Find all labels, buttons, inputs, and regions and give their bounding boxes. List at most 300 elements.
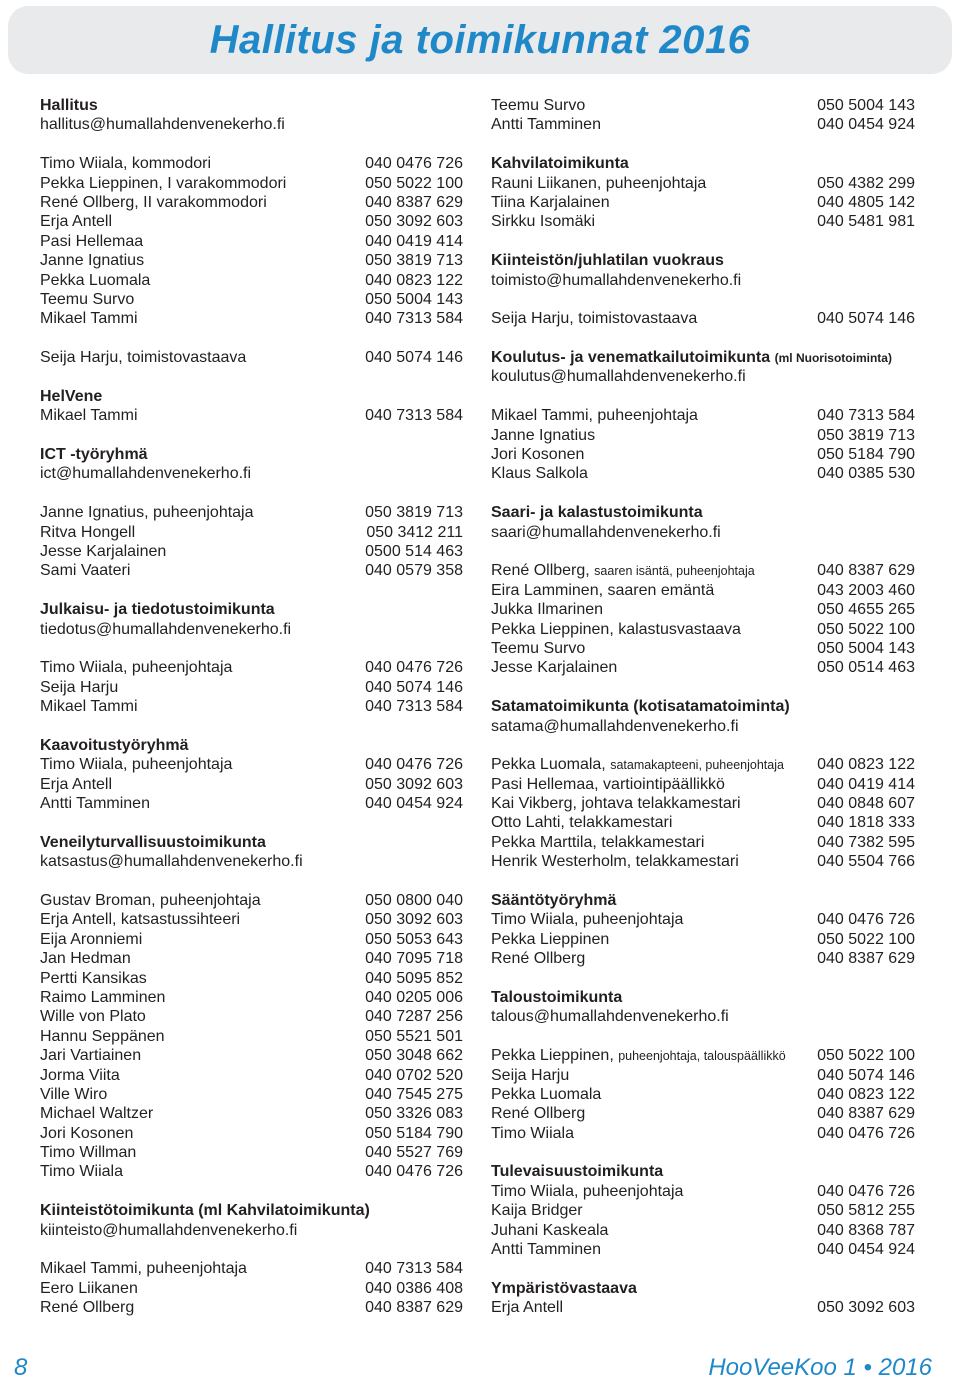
member-row (40, 290, 463, 309)
member-row (40, 910, 463, 929)
member-name-text: Seija Harju, toimistovastaava (491, 310, 698, 328)
spacer (40, 639, 463, 658)
member-row (40, 794, 463, 813)
member-name (40, 212, 112, 231)
member-phone: 050 5022 100 (365, 174, 463, 192)
member-name-text: Antti Tamminen (491, 1241, 601, 1259)
member-phone: 040 0476 726 (817, 911, 915, 929)
member-phone: 043 2003 460 (817, 581, 915, 599)
section-spacer (40, 329, 463, 348)
member-phone: 050 5004 143 (817, 639, 915, 657)
committee-heading (491, 251, 915, 270)
member-name (491, 930, 609, 949)
committee-section (40, 96, 463, 329)
member-phone: 050 3048 662 (365, 1047, 463, 1065)
member-name-text: Kai Vikberg, johtava telakkamestari (491, 795, 741, 813)
member-name-text: Timo Wiiala, puheenjohtaja (491, 911, 684, 929)
member-row (491, 1104, 915, 1123)
committee-heading (491, 154, 915, 173)
section-spacer (40, 1182, 463, 1201)
member-row (40, 1027, 463, 1046)
member-row (40, 969, 463, 988)
member-name-text: René Ollberg, (491, 562, 595, 580)
committee-section (40, 387, 463, 426)
member-name (40, 561, 130, 580)
member-phone: 040 0476 726 (817, 1182, 915, 1200)
member-row (40, 930, 463, 949)
member-name (40, 523, 135, 542)
committee-email: talous@humallahdenvenekerho.fi (491, 1008, 729, 1026)
member-name-text: Erja Antell (40, 213, 113, 231)
member-name (40, 1298, 134, 1317)
member-phone: 040 8387 629 (817, 950, 915, 968)
member-row (40, 1143, 463, 1162)
member-phone: 040 0476 726 (365, 756, 463, 774)
member-name-text: Jesse Karjalainen (40, 542, 167, 560)
member-name-text: René Ollberg (491, 1105, 586, 1123)
member-row (491, 775, 915, 794)
member-phone: 050 3092 603 (817, 1299, 915, 1317)
spacer (491, 290, 915, 309)
member-name-text: Jori Kosonen (40, 1124, 134, 1142)
member-phone: 040 0579 358 (365, 562, 463, 580)
member-role: puheenjohtaja, talouspäällikkö (618, 1049, 786, 1064)
committee-heading-text: Ympäristövastaava (491, 1279, 637, 1297)
left-column (40, 96, 463, 1318)
member-name-text: Pekka Luomala, (491, 756, 611, 774)
member-name (40, 348, 246, 367)
member-name-text: Seija Harju (491, 1066, 570, 1084)
member-name-text: Wille von Plato (40, 1008, 146, 1026)
member-phone: 050 0514 463 (817, 659, 915, 677)
member-name (491, 600, 603, 619)
committee-section (491, 1162, 915, 1259)
member-name-text: Timo Wiiala, puheenjohtaja (40, 756, 233, 774)
member-row (40, 1298, 463, 1317)
member-name-text: Mikael Tammi (40, 310, 138, 328)
member-name-text: Jesse Karjalainen (491, 659, 618, 677)
member-phone: 050 5004 143 (365, 290, 463, 308)
member-phone: 050 4655 265 (817, 601, 915, 619)
member-name (40, 1124, 133, 1143)
member-name-text: Pekka Lieppinen, I varakommodori (40, 174, 287, 192)
member-name-text: Henrik Westerholm, telakkamestari (491, 853, 739, 871)
member-name (491, 96, 585, 115)
member-row (491, 755, 915, 774)
member-row (491, 174, 915, 193)
member-name-text: Pekka Luomala (491, 1085, 602, 1103)
member-name-text: Eija Aronniemi (40, 930, 143, 948)
member-phone: 050 3092 603 (365, 911, 463, 929)
committee-heading (491, 697, 915, 716)
section-spacer (40, 813, 463, 832)
member-name (40, 542, 166, 561)
member-phone: 040 7382 595 (817, 833, 915, 851)
page-title: Hallitus ja toimikunnat 2016 (209, 18, 751, 62)
member-name-text: Otto Lahti, telakkamestari (491, 814, 673, 832)
member-phone: 040 7545 275 (365, 1085, 463, 1103)
committee-section (491, 891, 915, 969)
member-row (40, 1104, 463, 1123)
member-name-text: Janne Ignatius, puheenjohtaja (40, 504, 254, 522)
committee-heading-text: Tulevaisuustoimikunta (491, 1163, 664, 1181)
member-phone: 050 0800 040 (365, 892, 463, 910)
member-name-text: Hannu Seppänen (40, 1027, 165, 1045)
member-name-text: Kaija Bridger (491, 1202, 583, 1220)
member-row (491, 1182, 915, 1201)
member-phone: 050 5521 501 (365, 1027, 463, 1045)
member-name (491, 658, 617, 677)
member-name (491, 755, 784, 774)
member-name (491, 949, 585, 968)
member-row (491, 581, 915, 600)
member-name (40, 910, 240, 929)
member-name (491, 445, 584, 464)
member-name-text: Jan Hedman (40, 950, 131, 968)
committee-section (491, 988, 915, 1143)
committee-heading-note: (ml Nuorisotoiminta) (774, 351, 892, 366)
committee-heading-text: Veneilyturvallisuustoimikunta (40, 833, 266, 851)
member-name (40, 251, 144, 270)
member-name-text: Mikael Tammi (40, 698, 138, 716)
member-phone: 040 0823 122 (365, 271, 463, 289)
member-name (491, 620, 741, 639)
member-name (40, 1046, 141, 1065)
section-spacer (40, 581, 463, 600)
member-name-text: Ville Wiro (40, 1085, 108, 1103)
member-name-text: Pekka Lieppinen (491, 930, 610, 948)
member-name-text: Eira Lamminen, saaren emäntä (491, 581, 715, 599)
section-spacer (491, 484, 915, 503)
member-name-text: Erja Antell (491, 1299, 564, 1317)
member-name-text: Mikael Tammi (40, 407, 138, 425)
member-name (491, 1124, 574, 1143)
member-phone: 040 8387 629 (365, 193, 463, 211)
committee-section (491, 154, 915, 232)
committee-section (491, 503, 915, 678)
member-row (40, 212, 463, 231)
committee-section (491, 251, 915, 329)
member-row (40, 406, 463, 425)
member-row (491, 1046, 915, 1065)
member-name-text: Seija Harju (40, 678, 119, 696)
member-name (40, 891, 261, 910)
member-name (40, 794, 150, 813)
committee-section (491, 348, 915, 484)
member-row (491, 1085, 915, 1104)
member-row (40, 174, 463, 193)
committee-heading (491, 891, 915, 910)
member-name (40, 969, 147, 988)
member-row (491, 1298, 915, 1317)
member-name (40, 1259, 247, 1278)
member-name (40, 755, 232, 774)
member-name-text: Teemu Survo (491, 97, 586, 114)
member-name (40, 1066, 120, 1085)
member-name (491, 1066, 569, 1085)
member-row (40, 523, 463, 542)
committee-heading (491, 988, 915, 1007)
member-name-text: René Ollberg (40, 1299, 135, 1317)
member-name-text: Janne Ignatius (40, 252, 145, 270)
member-row (40, 1124, 463, 1143)
member-row (491, 639, 915, 658)
member-name (491, 1104, 585, 1123)
section-spacer (491, 969, 915, 988)
committee-heading-text: Saari- ja kalastustoimikunta (491, 504, 703, 522)
spacer (40, 872, 463, 891)
member-name-text: Eero Liikanen (40, 1279, 138, 1297)
member-row (40, 1259, 463, 1278)
committee-heading (40, 387, 463, 406)
member-name-text: Pekka Lieppinen, (491, 1047, 619, 1065)
member-name (40, 1104, 153, 1123)
member-name-text: Mikael Tammi, puheenjohtaja (491, 407, 698, 425)
committee-email: tiedotus@humallahdenvenekerho.fi (40, 620, 292, 638)
member-row (40, 561, 463, 580)
member-name-text: Pekka Luomala (40, 271, 151, 289)
committee-heading (491, 503, 915, 522)
member-name (491, 406, 698, 425)
page-number: 8 (14, 1354, 28, 1381)
committee-heading (40, 1201, 463, 1220)
member-phone: 040 0476 726 (365, 659, 463, 677)
member-name-text: Teemu Survo (40, 290, 135, 308)
member-name (491, 1085, 601, 1104)
member-phone: 040 0476 726 (365, 155, 463, 173)
member-name-text: René Ollberg, II varakommodori (40, 193, 267, 211)
member-name-text: Janne Ignatius (491, 426, 596, 444)
member-phone: 040 8368 787 (817, 1221, 915, 1239)
committee-heading (40, 445, 463, 464)
member-name-text: Erja Antell (40, 775, 113, 793)
spacer (40, 135, 463, 154)
member-name-text: Jari Vartiainen (40, 1047, 142, 1065)
member-name-text: Seija Harju, toimistovastaava (40, 349, 247, 367)
member-phone: 050 3092 603 (365, 775, 463, 793)
committee-section (491, 96, 915, 135)
member-name (40, 697, 138, 716)
member-row (491, 1240, 915, 1259)
member-phone: 050 4382 299 (817, 174, 915, 192)
member-row (40, 1066, 463, 1085)
member-phone: 040 7313 584 (365, 407, 463, 425)
member-row (40, 193, 463, 212)
member-name-text: Timo Wiiala, puheenjohtaja (491, 1182, 684, 1200)
member-row (40, 988, 463, 1007)
member-name-text: Sami Vaateri (40, 562, 131, 580)
member-name-text: Antti Tamminen (491, 116, 601, 134)
member-phone: 050 5022 100 (817, 1047, 915, 1065)
member-row (491, 620, 915, 639)
member-name (40, 1143, 136, 1162)
member-name (491, 309, 697, 328)
member-row (491, 115, 915, 134)
member-phone: 050 5184 790 (365, 1124, 463, 1142)
member-name (40, 271, 150, 290)
member-name (40, 1279, 138, 1298)
section-spacer (491, 678, 915, 697)
member-name (40, 658, 232, 677)
member-phone: 040 0419 414 (365, 232, 463, 250)
committee-section (40, 736, 463, 814)
member-name (491, 193, 610, 212)
member-name (491, 1221, 608, 1240)
member-name (40, 406, 138, 425)
member-name (40, 988, 165, 1007)
section-spacer (40, 367, 463, 386)
member-name (40, 949, 131, 968)
member-phone: 040 7287 256 (365, 1008, 463, 1026)
member-row (491, 1221, 915, 1240)
committee-email: kiinteisto@humallahdenvenekerho.fi (40, 1221, 298, 1239)
member-row (40, 154, 463, 173)
committee-email: hallitus@humallahdenvenekerho.fi (40, 116, 285, 134)
member-row (40, 891, 463, 910)
member-phone: 040 5074 146 (365, 349, 463, 367)
member-name (491, 833, 704, 852)
member-row (40, 658, 463, 677)
member-phone: 050 3326 083 (365, 1105, 463, 1123)
member-phone: 040 0848 607 (817, 795, 915, 813)
member-name-text: Jorma Viita (40, 1066, 120, 1084)
spacer (491, 1027, 915, 1046)
member-row (491, 794, 915, 813)
committee-section (40, 600, 463, 716)
member-name-text: Michael Waltzer (40, 1105, 154, 1123)
member-name (491, 426, 595, 445)
member-row (491, 852, 915, 871)
section-spacer (491, 329, 915, 348)
member-row (40, 251, 463, 270)
committee-section (491, 1279, 915, 1318)
member-name (40, 154, 211, 173)
member-name-text: Pekka Marttila, telakkamestari (491, 833, 705, 851)
member-phone: 040 0454 924 (817, 116, 915, 134)
member-phone: 040 5527 769 (365, 1144, 463, 1162)
committee-heading-text: Kaavoitustyöryhmä (40, 736, 189, 754)
member-phone: 050 5053 643 (365, 930, 463, 948)
member-phone: 050 3819 713 (817, 426, 915, 444)
member-phone: 040 0385 530 (817, 465, 915, 483)
member-row (40, 503, 463, 522)
committee-heading-text: ICT -työryhmä (40, 446, 148, 464)
member-name (491, 212, 595, 231)
member-phone: 050 3412 211 (366, 523, 463, 541)
member-phone: 040 5074 146 (817, 1066, 915, 1084)
member-phone: 040 0823 122 (817, 1085, 915, 1103)
member-name-text: Teemu Survo (491, 639, 586, 657)
member-name-text: Timo Wiiala, kommodori (40, 155, 211, 173)
member-name (491, 775, 725, 794)
member-row (491, 193, 915, 212)
member-phone: 040 5074 146 (365, 678, 463, 696)
member-role: saaren isäntä, puheenjohtaja (594, 564, 755, 579)
member-name (491, 794, 741, 813)
member-row (491, 406, 915, 425)
member-row (491, 600, 915, 619)
committee-heading-text: Julkaisu- ja tiedotustoimikunta (40, 601, 275, 619)
member-name (40, 930, 142, 949)
member-name (40, 503, 254, 522)
member-name (40, 290, 134, 309)
member-name (40, 775, 112, 794)
member-name (40, 1085, 107, 1104)
member-row (40, 1162, 463, 1181)
member-name-text: Jori Kosonen (491, 446, 585, 464)
member-name (491, 1240, 601, 1259)
member-row (491, 1066, 915, 1085)
member-phone: 050 5004 143 (817, 97, 915, 114)
member-phone: 0500 514 463 (365, 542, 463, 560)
right-column (491, 96, 915, 1318)
member-name-text: Gustav Broman, puheenjohtaja (40, 892, 261, 910)
member-name (491, 639, 585, 658)
member-name-text: Timo Wiiala, puheenjohtaja (40, 659, 233, 677)
member-phone: 040 0419 414 (817, 775, 915, 793)
member-row (40, 1279, 463, 1298)
member-name (40, 1162, 123, 1181)
member-name-text: Ritva Hongell (40, 523, 136, 541)
member-phone: 040 0205 006 (365, 988, 463, 1006)
member-name-text: Antti Tamminen (40, 795, 150, 813)
committee-section (40, 445, 463, 581)
committee-heading (491, 1162, 915, 1181)
member-row (491, 212, 915, 231)
section-spacer (40, 426, 463, 445)
member-phone: 050 3819 713 (365, 504, 463, 522)
member-name (40, 1007, 146, 1026)
committee-heading-text: Sääntötyöryhmä (491, 892, 617, 910)
member-phone: 040 5504 766 (817, 853, 915, 871)
member-name (40, 174, 286, 193)
member-row (40, 542, 463, 561)
spacer (491, 542, 915, 561)
member-row (40, 697, 463, 716)
member-name-text: Pasi Hellemaa, vartiointipäällikkö (491, 775, 725, 793)
committee-heading-text: Kiinteistön/juhlatilan vuokraus (491, 252, 724, 270)
committee-heading-text: Taloustoimikunta (491, 988, 623, 1006)
member-phone: 040 5481 981 (817, 213, 915, 231)
member-name-text: Timo Wiiala (491, 1124, 574, 1142)
section-spacer (491, 232, 915, 251)
committee-section (40, 1201, 463, 1317)
member-name-text: Mikael Tammi, puheenjohtaja (40, 1260, 247, 1278)
member-phone: 050 3819 713 (365, 252, 463, 270)
member-name (40, 193, 267, 212)
committee-heading-text: Kahvilatoimikunta (491, 155, 629, 173)
member-role: satamakapteeni, puheenjohtaja (610, 758, 784, 773)
member-row (491, 949, 915, 968)
committee-email: satama@humallahdenvenekerho.fi (491, 717, 739, 735)
member-row (40, 755, 463, 774)
committee-heading-text: Kiinteistötoimikunta (ml Kahvilatoimikunta) (40, 1202, 370, 1220)
member-name-text: Erja Antell, katsastussihteeri (40, 911, 241, 929)
member-row (40, 775, 463, 794)
committee-email: ict@humallahdenvenekerho.fi (40, 465, 252, 483)
member-name-text: Sirkku Isomäki (491, 213, 596, 231)
member-name-text: Rauni Liikanen, puheenjohtaja (491, 174, 707, 192)
member-name (40, 678, 118, 697)
member-name-text: Tiina Karjalainen (491, 193, 610, 211)
member-phone: 040 0454 924 (365, 795, 463, 813)
member-row (491, 464, 915, 483)
member-phone: 040 0702 520 (365, 1066, 463, 1084)
member-phone: 040 7313 584 (365, 310, 463, 328)
member-row (40, 348, 463, 367)
member-name-text: Raimo Lamminen (40, 988, 166, 1006)
member-phone: 040 1818 333 (817, 814, 915, 832)
